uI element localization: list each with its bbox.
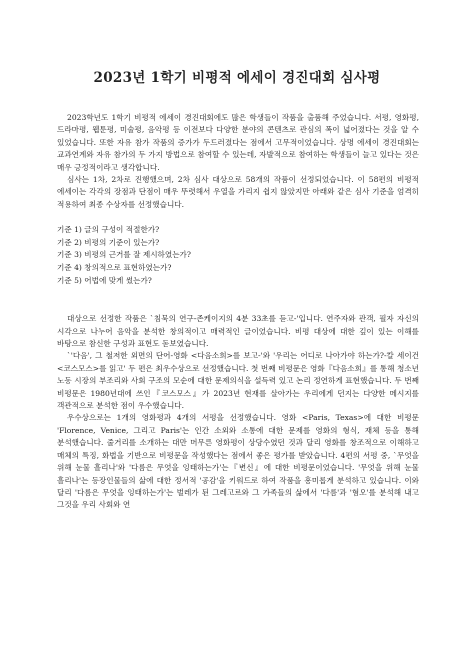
review-paragraph: 대상으로 선정한 작품은 `침묵의 연구-존케이지의 4분 33초를 듣고-'입니다. 연주자와 관객, 필자 자신의 시각으로 나누어 음악을 분석한 창의적이고 매력적인 글이었습니다. 비평 대상에 대한 깊이 있는 이해를 바탕으로 참신한 구성과 표현도 돋보였습니다. <box>57 314 419 349</box>
criteria-item: 기준 2) 비평의 기준이 있는가? <box>57 237 160 247</box>
page-title: 2023년 1학기 비평적 에세이 경진대회 심사평 <box>93 70 381 86</box>
criteria-list <box>57 224 419 287</box>
intro-paragraph: 2023학년도 1학기 비평적 에세이 경진대회에도 많은 학생들이 작품을 출품해 주었습니다. 서평, 영화평, 드라마평, 웹툰평, 미술평, 음악평 등 이전보다 다양한 분야의 콘텐츠로 관심의 폭이 넓어졌다는 것을 알 수 있었습니다. 또한 자유 참가 작품의 증가가 두드러졌다는 점에서 고무적이었습니다. 상명 에세이 경진대회는 교과연계와 자유 참가의 두 가지 방법으로 참여할 수 있는데, 자발적으로 참여하는 학생들이 늘고 있다는 것은 매우 긍정적이라고 생각합니다. <box>57 113 419 172</box>
criteria-item: 기준 4) 창의적으로 표현하였는가? <box>57 263 172 273</box>
document-body <box>57 112 419 512</box>
review-paragraph: `'다음', 그 철저한 외면의 단어-영화 <다음소희>를 보고-'와 '우리는 어디로 나아가야 하는가?-칼 세이건 <코스모스>를 읽고' 두 편은 최우수상으로 선정했습니다. 첫 번째 비평문은 영화『다음소희』를 통해 청소년 노동 시장의 부조리와 사회 구조의 모순에 대한 문제의식을 설득력 있고 논리 정연하게 표현했습니다. 두 번째 비평문은 1980년대에 쓰인『코스모스』가 2023년 현재를 살아가는 우리에게 던지는 다양한 메시지를 객관적으로 분석한 점이 우수했습니다. <box>57 351 419 411</box>
review-paragraph: 우수상으로는 1개의 영화평과 4개의 서평을 선정했습니다. 영화 <Paris, Texas>에 대한 비평문 'Florence, Venice, 그리고 Paris'는 인간 소외와 소통에 대한 문제를 영화의 형식, 재체 등을 통해 분석했습니다. 줄거리를 소개하는 대만 머무른 영화평이 상당수였던 것과 달리 영화를 창조적으로 이해하고 매체의 특징, 화법을 기반으로 비평문을 작성했다는 점에서 좋은 평가를 받았습니다. 4편의 서평 중, `무엇을 위해 눈물 흘리나'와 '다름은 무엇을 잉태하는가'는『변신』에 대한 비평문이었습니다. '무엇을 위해 눈물 흘리나'는 등장인물들의 삶에 대한 정서적 '공감'을 키워드로 하여 작품을 흥미롭게 분석하고 있습니다. 이와 달리 '다름은 무엇을 잉태하는가'는 벌레가 된 그레고르와 그 가족들의 삶에서 '다름'과 '혐오'를 분석해 내고 그것을 우리 사회와 연 <box>57 413 419 510</box>
spacer <box>57 211 419 224</box>
criteria-item: 기준 1) 글의 구성이 적절한가? <box>57 225 160 235</box>
intro-paragraph: 심사는 1차, 2차로 진행했으며, 2차 심사 대상으로 58개의 작품이 선정되었습니다. 이 58편의 비평적 에세이는 각각의 장점과 단점이 매우 뚜렷해서 우열을 가리지 쉽지 않았지만 아래와 같은 심사 기준을 엄격히 적용하여 최종 수상자를 선정했습니다. <box>57 175 419 209</box>
criteria-item: 기준 3) 비평의 근거를 잘 제시하였는가? <box>57 250 191 260</box>
spacer <box>57 287 419 313</box>
criteria-item: 기준 5) 어법에 맞게 썼는가? <box>57 275 152 285</box>
